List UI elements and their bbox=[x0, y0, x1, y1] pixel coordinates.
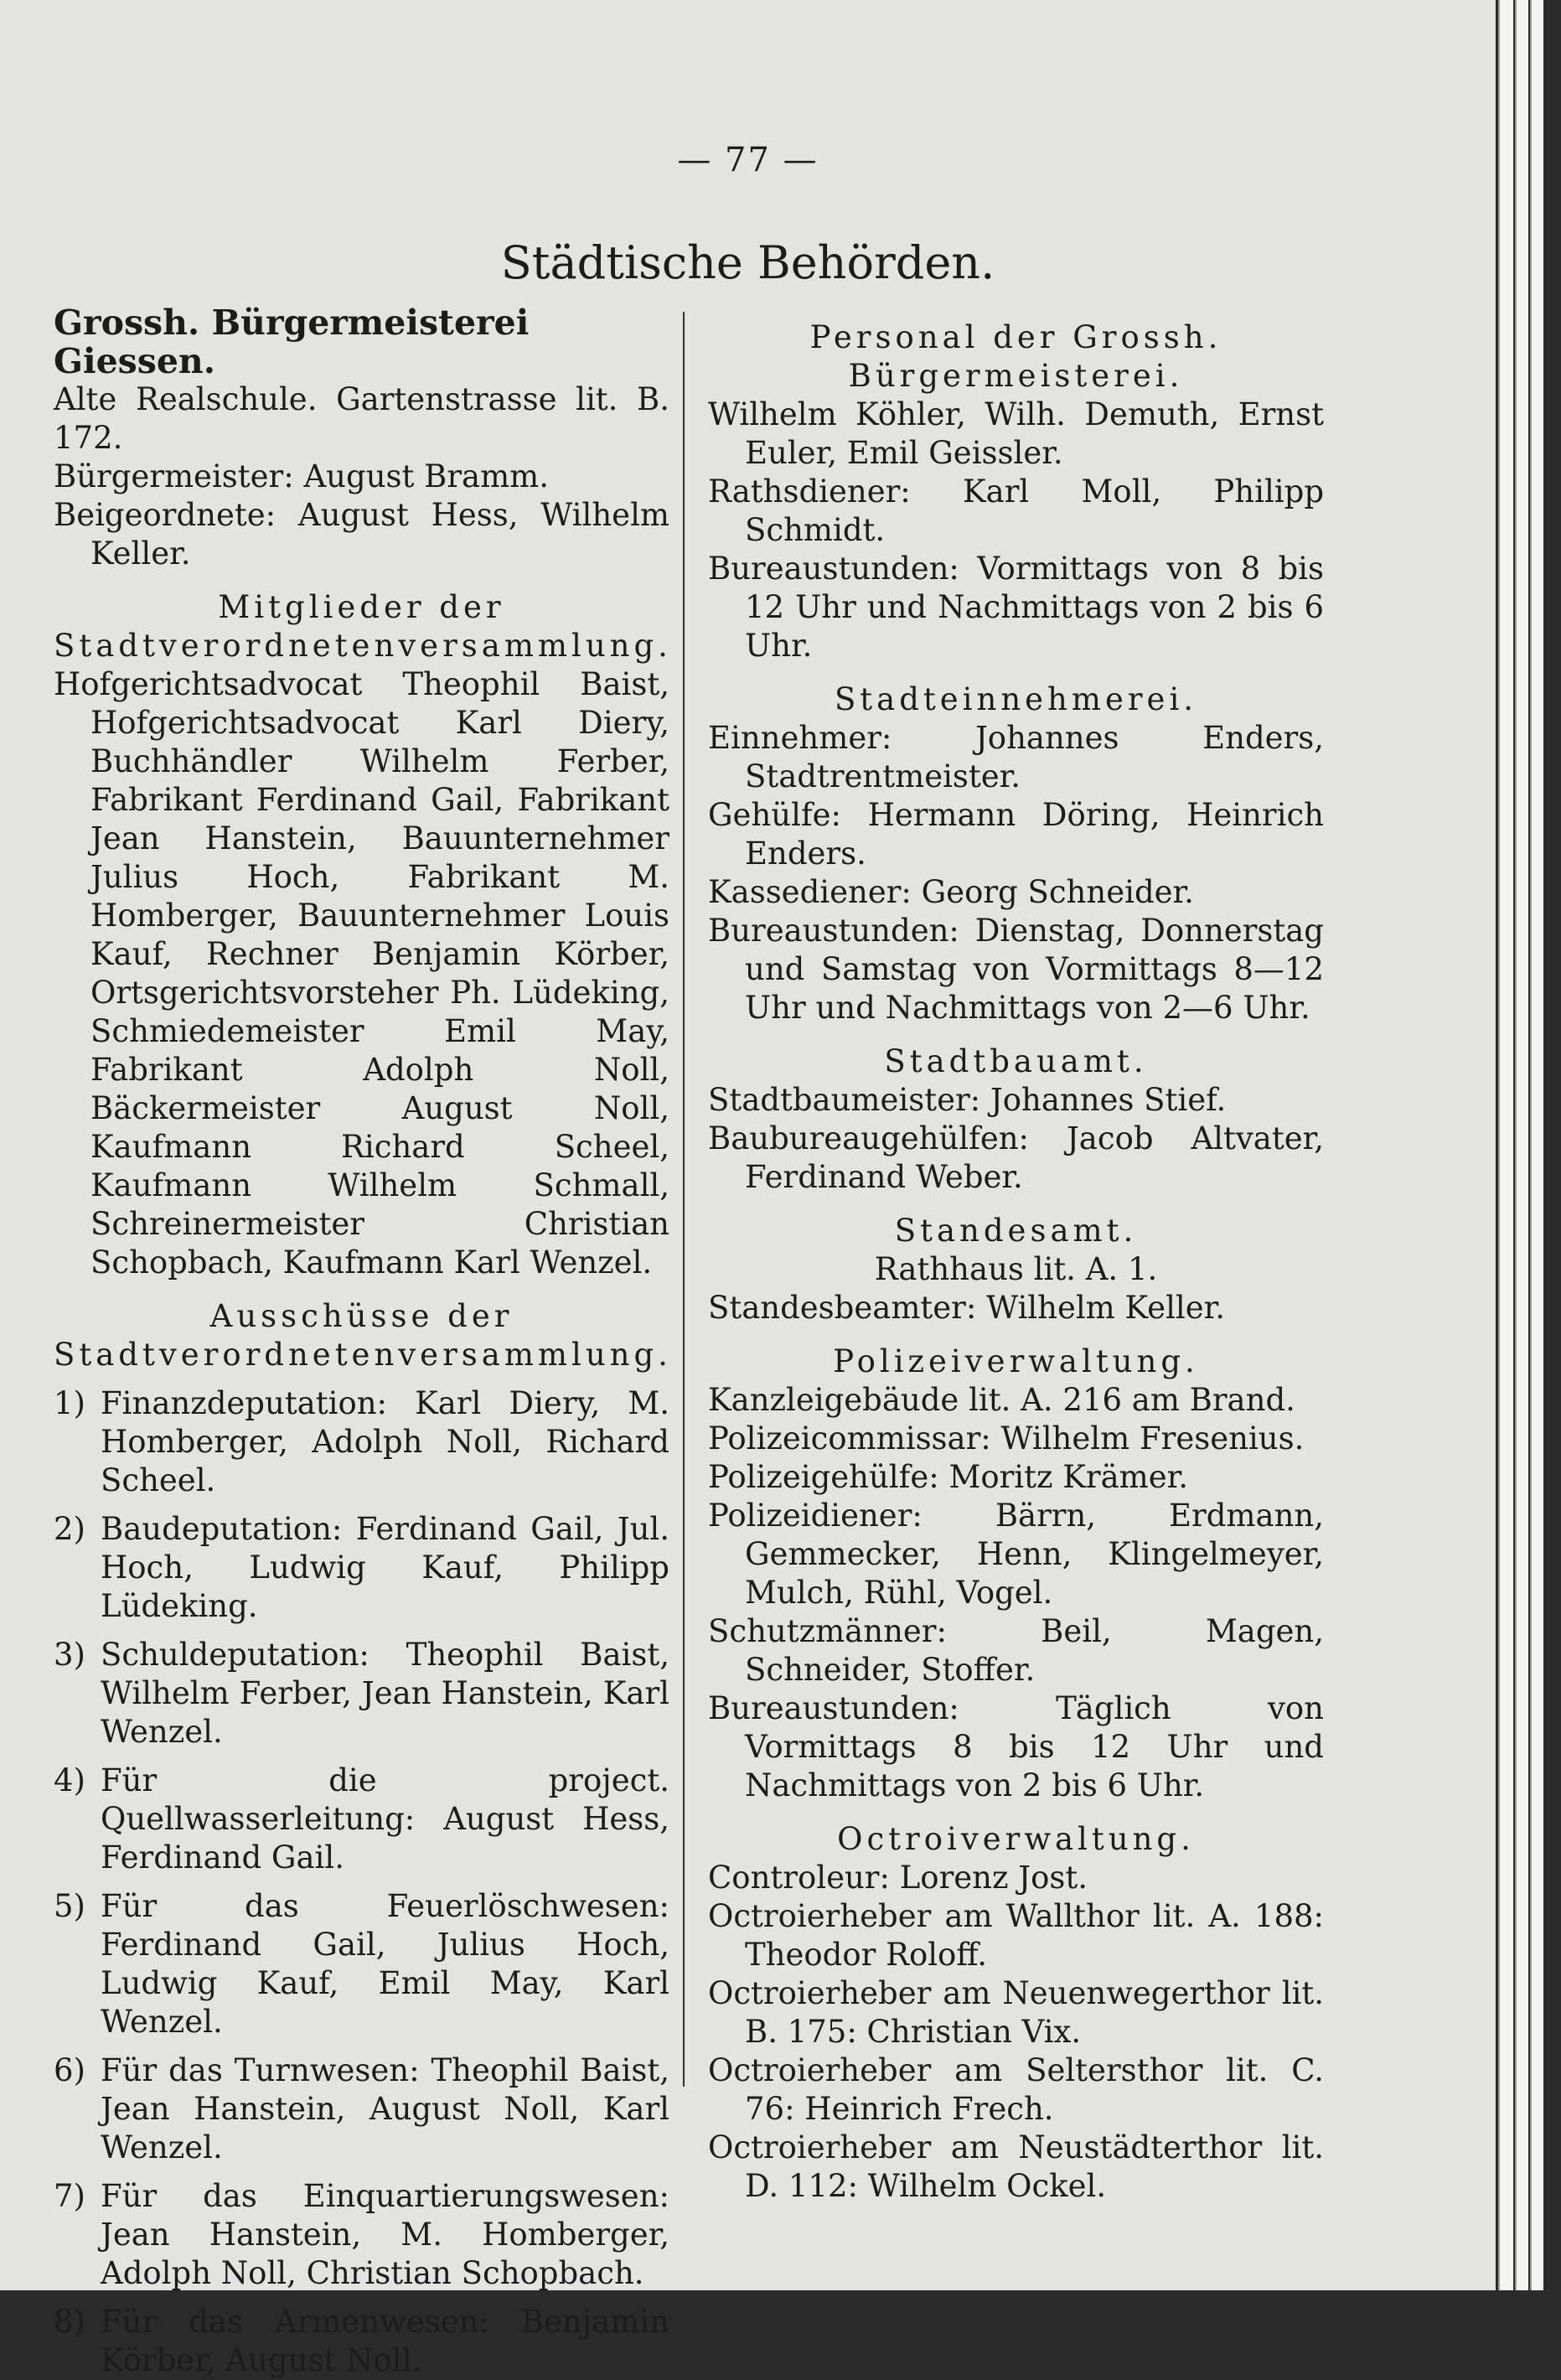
registry-address: Rathhaus lit. A. 1. bbox=[874, 1251, 1158, 1287]
revenue-heading: Stadteinnehmerei. bbox=[834, 681, 1198, 717]
committee-item: 8) Für das Armenwesen: Benjamin Körber, August Noll. bbox=[54, 2304, 669, 2378]
personnel-entry: Wilhelm Köhler, Wilh. Demuth, Ernst Euler, Emil Geissler. bbox=[708, 396, 1324, 471]
police-commissioner: Polizeicommissar: Wilhelm Fresenius. bbox=[708, 1420, 1305, 1456]
police-hours: Bureaustunden: Täglich von Vormittags 8 bis 12 Uhr und Nachmittags von 2 bis 6 Uhr. bbox=[708, 1690, 1324, 1803]
police-address: Kanzleigebäude lit. A. 216 am Brand. bbox=[708, 1382, 1295, 1418]
committee-item: 2) Baudeputation: Ferdinand Gail, Jul. Hoch, Ludwig Kauf, Philipp Lüdeking. bbox=[54, 1511, 669, 1624]
servants-entry: Rathsdiener: Karl Moll, Philipp Schmidt. bbox=[708, 473, 1324, 548]
personnel-heading: Personal der Grossh. Bürgermeisterei. bbox=[809, 319, 1222, 394]
council-heading: Mitglieder der Stadtverordnetenversammlung. bbox=[54, 589, 672, 664]
police-guards: Schutzmänner: Beil, Magen, Schneider, Stoffer. bbox=[708, 1613, 1324, 1688]
committee-item: 7) Für das Einquartierungswesen: Jean Hanstein, M. Homberger, Adolph Noll, Christian Schopbach. bbox=[54, 2178, 669, 2291]
page-title: Städtische Behörden. bbox=[500, 236, 995, 289]
registry-heading: Standesamt. bbox=[894, 1213, 1138, 1249]
committee-item: 1) Finanzdeputation: Karl Diery, M. Homberger, Adolph Noll, Richard Scheel. bbox=[54, 1385, 669, 1498]
revenue-receiver: Einnehmer: Johannes Enders, Stadtrentmeister. bbox=[708, 720, 1324, 794]
committee-item: 3) Schuldeputation: Theophil Baist, Wilhelm Ferber, Jean Hanstein, Karl Wenzel. bbox=[54, 1637, 669, 1750]
right-column bbox=[708, 303, 1324, 2206]
octroi-collector: Octroierheber am Wallthor lit. A. 188: Theodor Roloff. bbox=[708, 1898, 1324, 1973]
revenue-assistants: Gehülfe: Hermann Döring, Heinrich Enders. bbox=[708, 797, 1324, 872]
committee-item: 5) Für das Feuerlöschwesen: Ferdinand Gail, Julius Hoch, Ludwig Kauf, Emil May, Karl Wenzel. bbox=[54, 1888, 669, 2040]
mayoralty-heading: Grossh. Bürgermeisterei Giessen. bbox=[54, 303, 530, 381]
deputies-entry: Beigeordnete: August Hess, Wilhelm Keller. bbox=[54, 497, 669, 572]
police-servants: Polizeidiener: Bärrn, Erdmann, Gemmecker, Henn, Klingelmeyer, Mulch, Rühl, Vogel. bbox=[708, 1498, 1324, 1611]
revenue-cashier: Kassediener: Georg Schneider. bbox=[708, 874, 1194, 910]
octroi-collector: Octroierheber am Seltersthor lit. C. 76: Heinrich Frech. bbox=[708, 2052, 1324, 2127]
left-column bbox=[54, 303, 672, 2380]
building-heading: Stadtbauamt. bbox=[884, 1043, 1148, 1079]
page-edge bbox=[1530, 0, 1543, 2290]
committee-item: 6) Für das Turnwesen: Theophil Baist, Jean Hanstein, August Noll, Karl Wenzel. bbox=[54, 2052, 669, 2165]
registry-officer: Standesbeamter: Wilhelm Keller. bbox=[708, 1290, 1226, 1326]
office-hours-entry: Bureaustunden: Vormittags von 8 bis 12 Uhr und Nachmittags von 2 bis 6 Uhr. bbox=[708, 551, 1324, 664]
page-number: — 77 — bbox=[677, 141, 819, 179]
octroi-controller: Controleur: Lorenz Jost. bbox=[708, 1860, 1088, 1896]
page-edge bbox=[1498, 0, 1513, 2290]
octroi-collector: Octroierheber am Neustädterthor lit. D. 112: Wilhelm Ockel. bbox=[708, 2129, 1324, 2204]
revenue-hours: Bureaustunden: Dienstag, Donnerstag und Samstag von Vormittags 8—12 Uhr und Nachmittags von 2—6 Uhr. bbox=[708, 913, 1324, 1026]
police-assistant: Polizeigehülfe: Moritz Krämer. bbox=[708, 1459, 1189, 1495]
building-assistants: Baubureaugehülfen: Jacob Altvater, Ferdinand Weber. bbox=[708, 1120, 1324, 1195]
council-members: Hofgerichtsadvocat Theophil Baist, Hofgerichtsadvocat Karl Diery, Buchhändler Wilhelm Ferber, Fabrikant Ferdinand Gail, Fabrikant Jean Hanstein, Bauunternehmer Julius Hoch, Fabrikant M. Homberger, Bauunternehmer Louis Kauf, Rechner Benjamin Körber, Ortsgerichtsvorsteher Ph. Lüdeking, Schmiedemeister Emil May, Fabrikant Adolph Noll, Bäckermeister August Noll, Kaufmann Richard Scheel, Kaufmann Wilhelm Schmall, Schreinermeister Christian Schopbach, Kaufmann Karl Wenzel. bbox=[54, 666, 669, 1281]
committee-item: 4) Für die project. Quellwasserleitung: August Hess, Ferdinand Gail. bbox=[54, 1762, 669, 1876]
octroi-heading: Octroiverwaltung. bbox=[837, 1821, 1195, 1857]
octroi-collector: Octroierheber am Neuenwegerthor lit. B. 175: Christian Vix. bbox=[708, 1975, 1324, 2050]
column-divider bbox=[683, 312, 685, 2087]
mayoralty-address: Alte Realschule. Gartenstrasse lit. B. 172. bbox=[54, 381, 669, 456]
police-heading: Polizeiverwaltung. bbox=[833, 1343, 1199, 1379]
page-edge bbox=[1515, 0, 1528, 2290]
committees-heading: Ausschüsse der Stadtverordnetenversammlung. bbox=[54, 1298, 672, 1373]
building-master: Stadtbaumeister: Johannes Stief. bbox=[708, 1082, 1227, 1118]
mayor-entry: Bürgermeister: August Bramm. bbox=[54, 458, 550, 494]
